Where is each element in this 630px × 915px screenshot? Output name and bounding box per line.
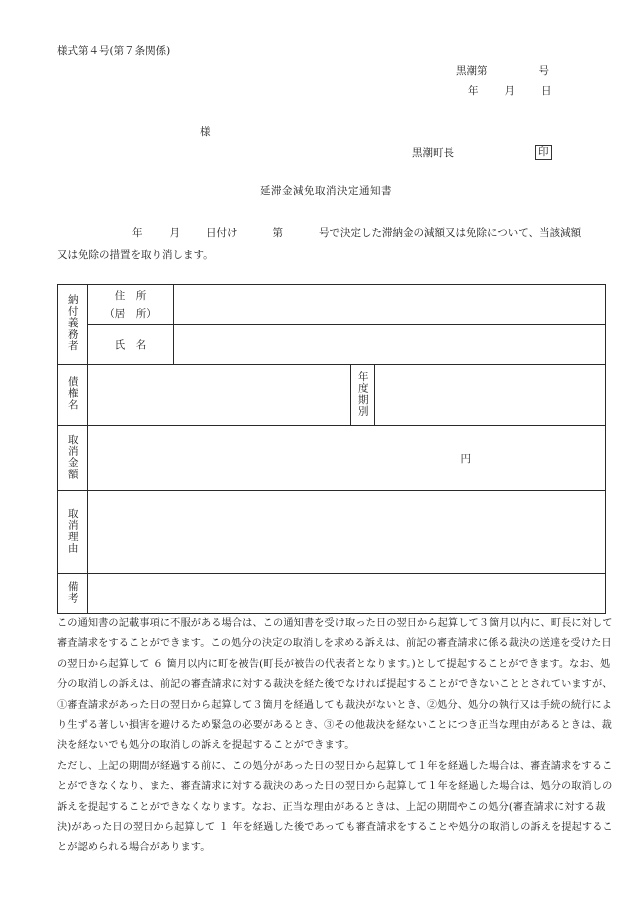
issue-date (468, 86, 552, 97)
date-year: 年 (468, 85, 479, 97)
address-field[interactable] (174, 285, 606, 325)
address-label-cell (88, 285, 174, 325)
name-field[interactable] (174, 325, 606, 365)
address-label: 住 所 (114, 289, 147, 302)
remarks-field[interactable] (88, 574, 606, 614)
appeal-notes (57, 614, 617, 859)
body-line-2: 又は免除の措置を取り消します。 (57, 249, 214, 261)
amount-field[interactable] (88, 426, 606, 491)
appeal-note-1: この通知書の記載事項に不服がある場合は、この通知書を受け取った日の翌日から起算して３箇月以内に、町長に対して審査請求をすることができます。この処分の決定の取消しを求める訴えは、前記の審査請求に係る裁決の送達を受けた日の翌日から起算して ６ 箇月以内に町を被告(町長が被告の代表者となります。)として提起することができます。なお、処分の取消しの訴えは、前記の審査請求に対する裁決を経た後でなければ提起することができないこととされていますが、①審査請求があった日の翌日から起算して３箇月を経過しても裁決がないとき、②処分、処分の執行又は手続の続行により生ずる著しい損害を避けるため緊急の必要があるとき、③その他裁決を経ないことにつき正当な理由があるときは、裁決を経ないでも処分の取消しの訴えを提起することができます。 (57, 618, 613, 752)
document-title: 延滞金減免取消決定通知書 (260, 185, 392, 197)
appeal-note-2: ただし、上記の期間が経過する前に、この処分があった日の翌日から起算して１年を経過した場合は、審査請求をすることができなくなり、また、審査請求に対する裁決のあった日の翌日から起算して１年を経過した場合は、処分の取消しの訴えを提起することができなくなります。なお、正当な理由があるときは、上記の期間やこの処分(審査請求に対する裁決)があった日の翌日から起算して １ 年を経過した後であっても審査請求をすることや処分の取消しの訴えを提起することが認められる場合があります。 (57, 760, 613, 854)
body-line-1 (132, 228, 581, 239)
body-day: 日付け (206, 227, 238, 239)
form-number: 様式第４号(第７条関係) (57, 45, 171, 57)
reason-label: 取消理由 (66, 507, 79, 554)
body-year: 年 (132, 227, 143, 239)
document-number-prefix: 黒潮第 (456, 65, 488, 77)
remarks-label-cell (58, 574, 88, 614)
fiscal-label-cell (351, 365, 375, 426)
name-label: 氏 名 (114, 339, 147, 351)
amount-label-cell (58, 426, 88, 491)
document-number-suffix: 号 (538, 65, 549, 77)
claim-label-cell (58, 365, 88, 426)
body-month: 月 (169, 227, 180, 239)
claim-field[interactable] (88, 365, 351, 426)
body-no: 第 (272, 227, 283, 239)
fiscal-label: 年度期別 (356, 370, 369, 417)
remarks-label: 備考 (66, 580, 79, 604)
seal-mark: 印 (535, 145, 552, 160)
body-text-1: 号で決定した滞納金の減額又は免除について、当該減額 (319, 227, 582, 239)
obligor-label: 納付義務者 (66, 294, 79, 352)
amount-unit: 円 (460, 452, 471, 465)
name-label-cell (88, 325, 174, 365)
amount-label: 取消金額 (66, 433, 79, 480)
notice-table (57, 284, 606, 614)
obligor-label-cell (58, 285, 88, 365)
reason-field[interactable] (88, 491, 606, 574)
residence-label: （居 所） (104, 307, 157, 320)
reason-label-cell (58, 491, 88, 574)
date-day: 日 (541, 85, 552, 97)
fiscal-field[interactable] (375, 365, 606, 426)
claim-label: 債権名 (66, 376, 79, 411)
issuer-name: 黒潮町長 (412, 147, 454, 159)
document-number (456, 66, 549, 77)
addressee-suffix: 様 (200, 126, 211, 138)
issuer-seal (535, 145, 552, 160)
date-month: 月 (504, 85, 515, 97)
